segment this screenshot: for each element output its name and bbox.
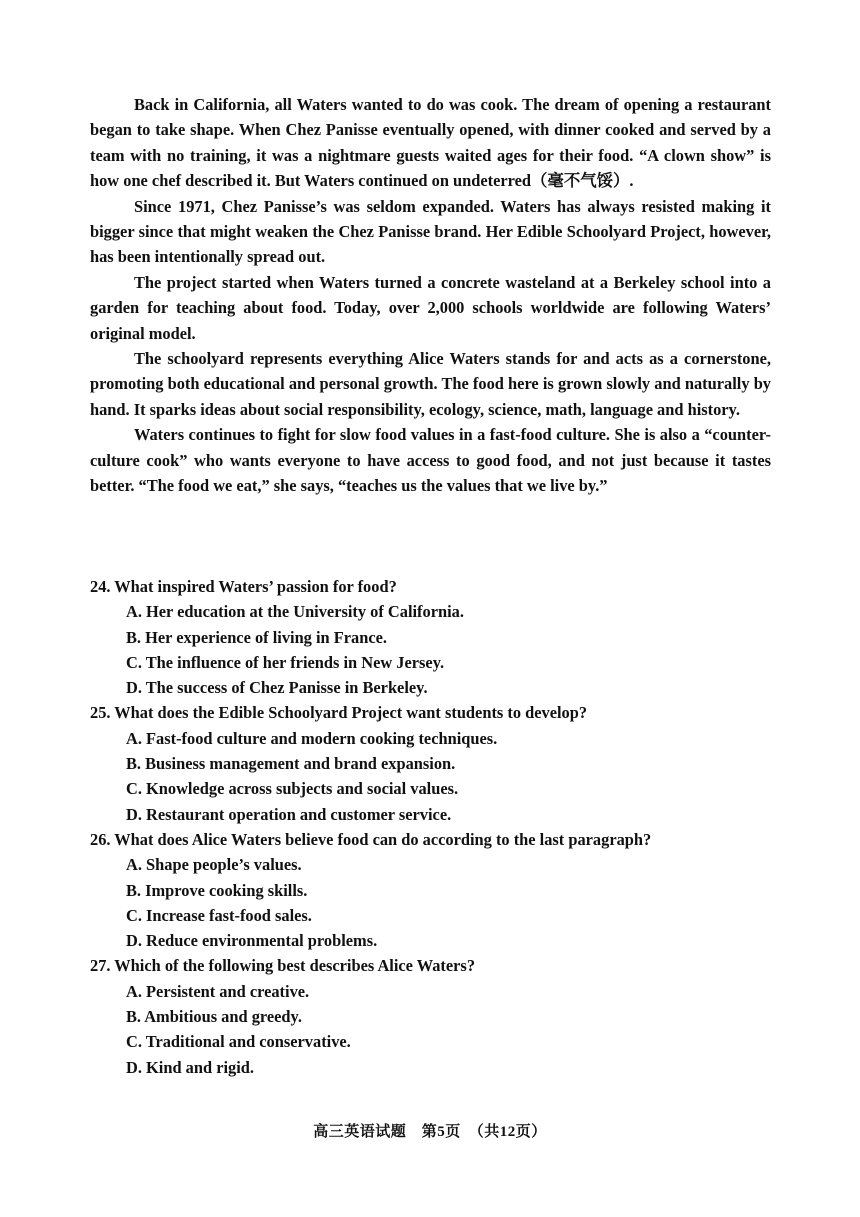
question-stem: 25. What does the Edible Schoolyard Project want students to develop? [90,703,588,723]
option-list [90,726,790,827]
question-26 [90,827,790,953]
option-c: C. Traditional and conservative. [126,1032,351,1052]
passage-paragraph-3: The project started when Waters turned a concrete wasteland at a Berkeley school into a garden for teaching about food. Today, over 2,000 schools worldwide are following Waters’ original model. [90,272,771,343]
question-stem: 24. What inspired Waters’ passion for food? [90,577,397,596]
reading-passage [90,92,771,499]
option-b: B. Improve cooking skills. [126,880,308,900]
option-b: B. Her experience of living in France. [126,627,387,647]
option-d: D. The success of Chez Panisse in Berkeley. [126,678,428,698]
question-24 [90,574,790,700]
option-a: A. Fast-food culture and modern cooking techniques. [126,728,498,748]
option-b: B. Business management and brand expansion. [126,754,456,774]
option-d: D. Restaurant operation and customer service. [126,804,452,824]
option-c: C. The influence of her friends in New Jersey. [126,652,445,672]
option-d: D. Kind and rigid. [126,1057,254,1077]
option-a: A. Her education at the University of California. [126,602,464,622]
option-a: A. Persistent and creative. [126,981,310,1001]
option-list [90,599,790,700]
option-a: A. Shape people’s values. [126,855,302,875]
option-c: C. Increase fast-food sales. [126,905,312,925]
option-d: D. Reduce environmental problems. [126,931,378,951]
option-b: B. Ambitious and greedy. [126,1007,302,1027]
question-stem: 26. What does Alice Waters believe food can do according to the last paragraph? [90,829,652,849]
option-list [90,852,790,953]
question-25 [90,700,790,826]
passage-paragraph-1: Back in California, all Waters wanted to do was cook. The dream of opening a restaurant began to take shape. When Chez Panisse eventually opened, with dinner cooked and served by a team with no training, it was a nightmare guests waited ages for their food. “A clown show” is how one chef described it. But Waters continued on undeterred（毫不气馁）. [90,95,771,191]
passage-paragraph-5: Waters continues to fight for slow food values in a fast-food culture. She is also a “counter-culture cook” who wants everyone to have access to good food, and not just because it tastes better. “The food we eat,” she says, “teaches us the values that we live by.” [90,425,771,496]
question-stem: 27. Which of the following best describes Alice Waters? [90,956,476,976]
page-footer: 高三英语试题 第5页 （共12页） [313,1124,547,1140]
question-list [90,574,790,1080]
passage-paragraph-4: The schoolyard represents everything Alice Waters stands for and acts as a cornerstone, promoting both educational and personal growth. The food here is grown slowly and naturally by hand. It sparks ideas about social responsibility, ecology, science, math, language and history. [90,349,771,419]
passage-paragraph-2: Since 1971, Chez Panisse’s was seldom expanded. Waters has always resisted making it bigger since that might weaken the Chez Panisse brand. Her Edible Schoolyard Project, however, has been intentionally spread out. [90,196,771,267]
option-list [90,979,790,1080]
option-c: C. Knowledge across subjects and social values. [126,779,459,799]
question-27 [90,953,790,1079]
